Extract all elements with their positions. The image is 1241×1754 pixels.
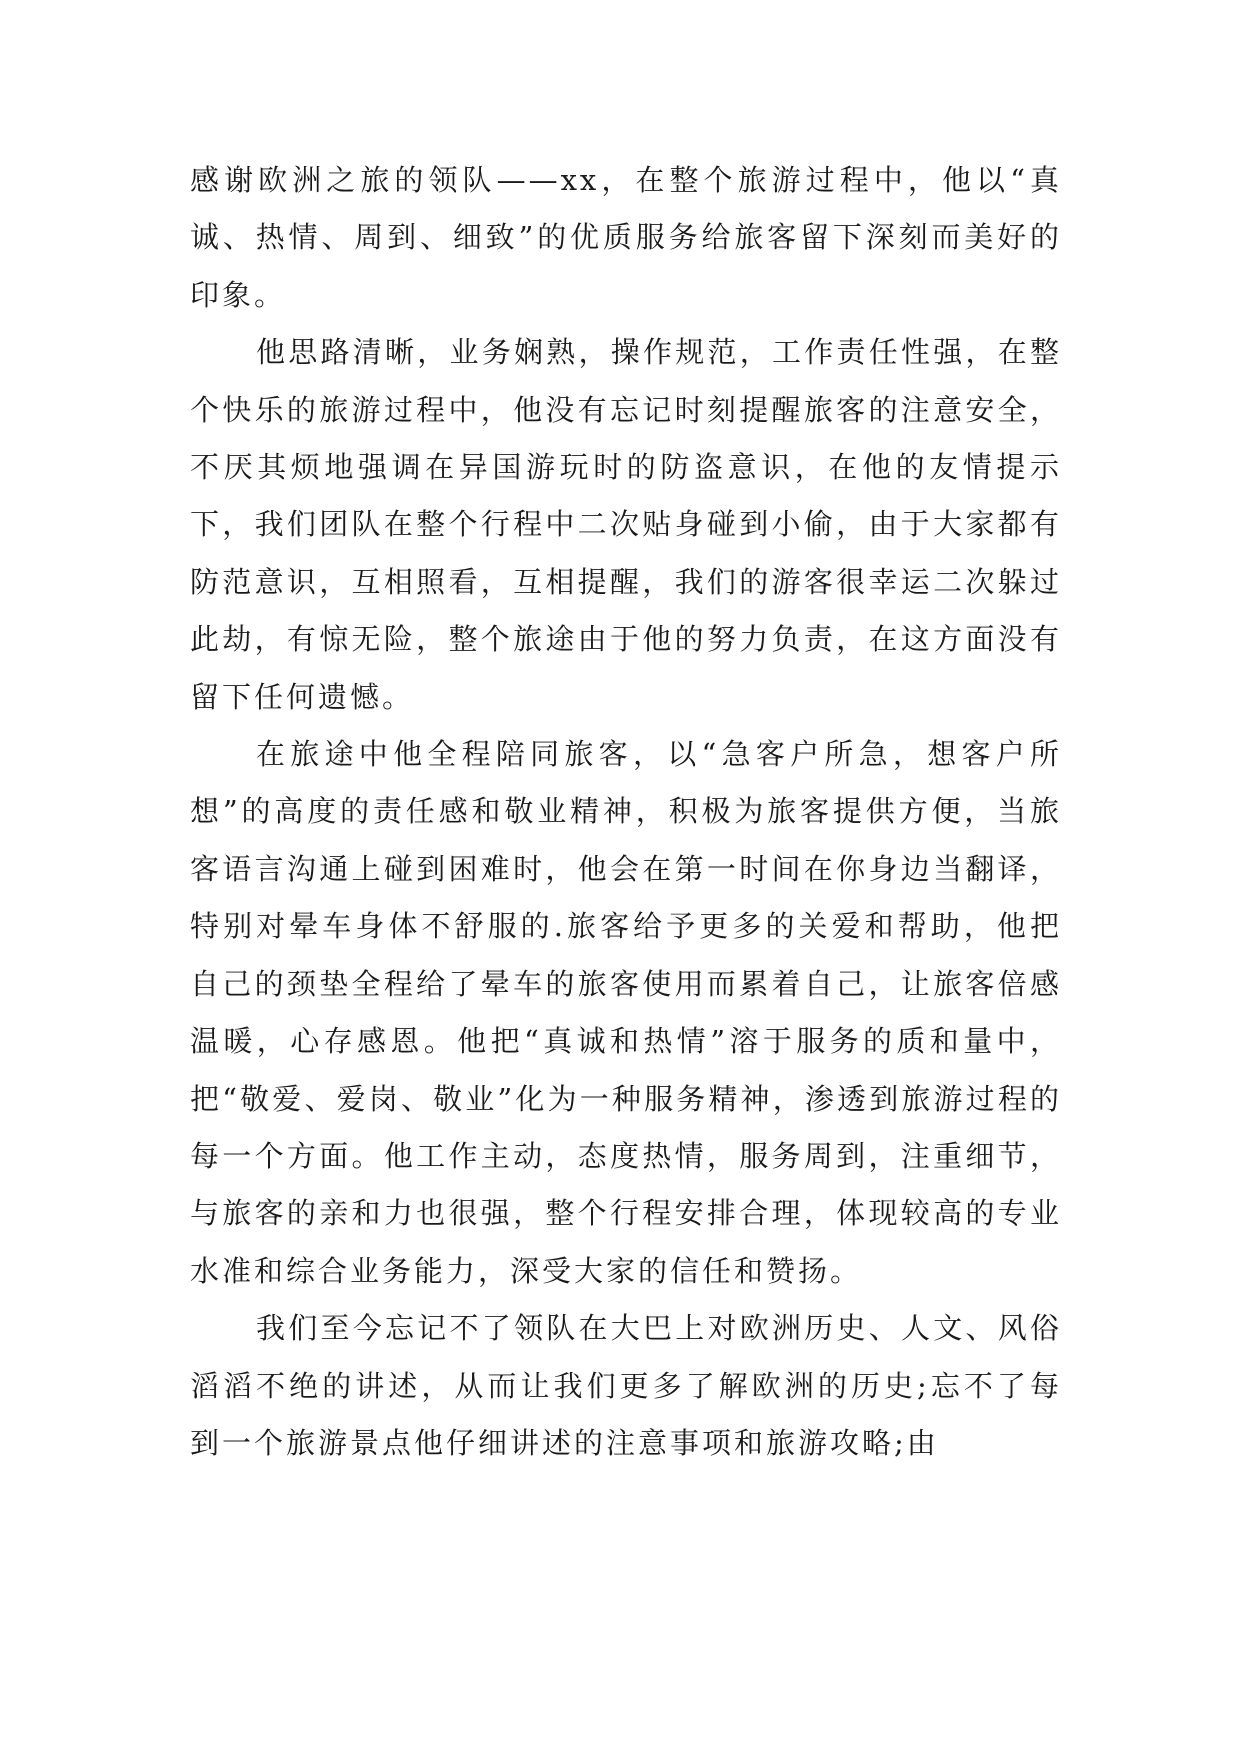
document-body bbox=[190, 152, 1062, 1472]
paragraph-3: 在旅途中他全程陪同旅客，以“急客户所急，想客户所想”的高度的责任感和敬业精神，积极为旅客提供方便，当旅客语言沟通上碰到困难时，他会在第一时间在你身边当翻译，特别对晕车身体不舒服的.旅客给予更多的关爱和帮助，他把自己的颈垫全程给了晕车的旅客使用而累着自己，让旅客倍感温暖，心存感恩。他把“真诚和热情”溶于服务的质和量中，把“敬爱、爱岗、敬业”化为一种服务精神，渗透到旅游过程的每一个方面。他工作主动，态度热情，服务周到，注重细节，与旅客的亲和力也很强，整个行程安排合理，体现较高的专业水准和综合业务能力，深受大家的信任和赞扬。 bbox=[190, 737, 1062, 1288]
paragraph-4: 我们至今忘记不了领队在大巴上对欧洲历史、人文、风俗滔滔不绝的讲述，从而让我们更多了解欧洲的历史;忘不了每到一个旅游景点他仔细讲述的注意事项和旅游攻略;由 bbox=[190, 1311, 1062, 1460]
paragraph-1: 感谢欧洲之旅的领队——xx，在整个旅游过程中，他以“真诚、热情、周到、细致”的优质服务给旅客留下深刻而美好的印象。 bbox=[190, 163, 1062, 312]
paragraph-2: 他思路清晰，业务娴熟，操作规范，工作责任性强，在整个快乐的旅游过程中，他没有忘记时刻提醒旅客的注意安全，不厌其烦地强调在异国游玩时的防盗意识，在他的友情提示下，我们团队在整个行程中二次贴身碰到小偷，由于大家都有防范意识，互相照看，互相提醒，我们的游客很幸运二次躲过此劫，有惊无险，整个旅途由于他的努力负责，在这方面没有留下任何遗憾。 bbox=[190, 335, 1062, 714]
